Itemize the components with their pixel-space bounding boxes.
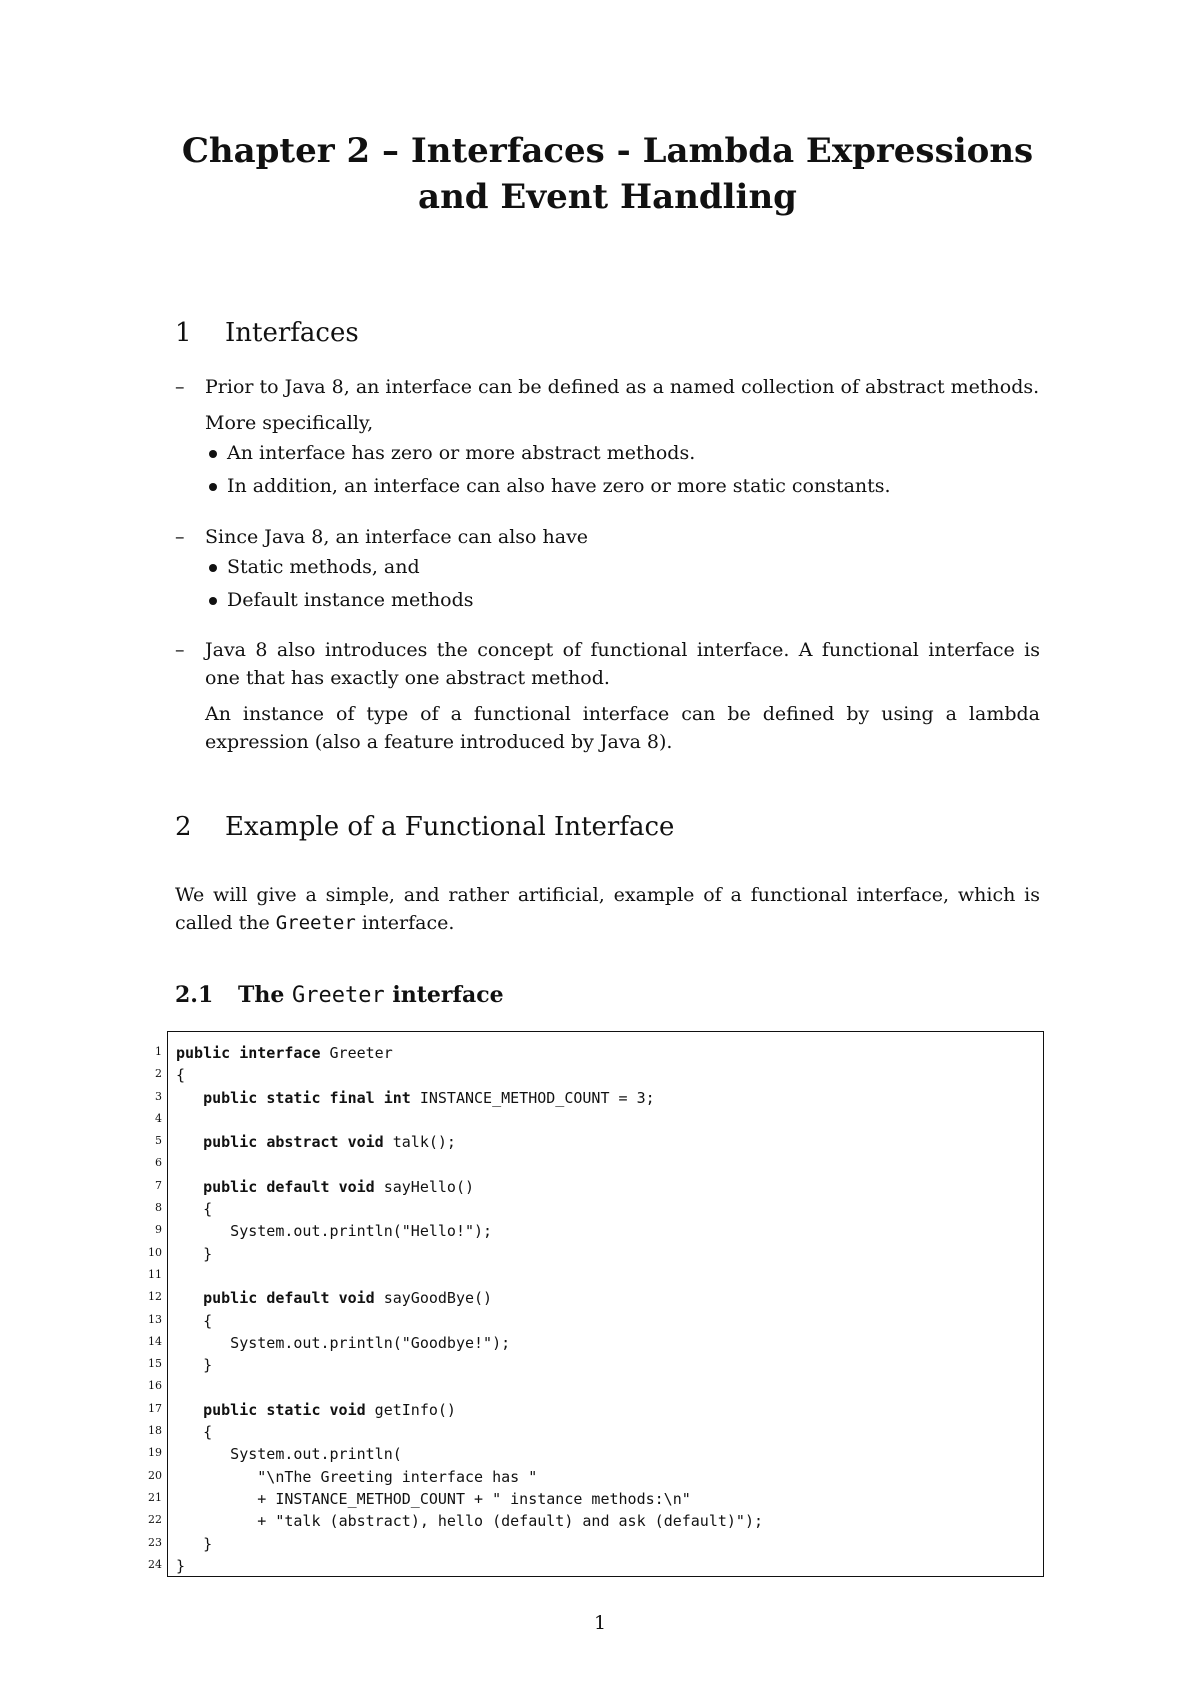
dash-marker: – bbox=[175, 639, 185, 661]
line-number: 17 bbox=[148, 1401, 162, 1415]
inline-code: Greeter bbox=[292, 983, 385, 1008]
bullet-text: Default instance methods bbox=[227, 589, 474, 611]
line-number: 4 bbox=[155, 1111, 162, 1125]
subsection-title: The bbox=[238, 982, 293, 1008]
line-number: 21 bbox=[148, 1490, 162, 1504]
paragraph: Prior to Java 8, an interface can be defined as a named collection of abstract methods. bbox=[205, 376, 1040, 398]
code-line: + INSTANCE_METHOD_COUNT + " instance methods:\n" bbox=[176, 1489, 691, 1508]
section-number: 1 bbox=[175, 318, 192, 348]
line-number: 3 bbox=[155, 1089, 162, 1103]
bullet-item bbox=[227, 584, 1040, 617]
bullet-item bbox=[227, 437, 1040, 470]
code-line: System.out.println("Hello!"); bbox=[176, 1222, 493, 1241]
line-number: 5 bbox=[155, 1134, 162, 1148]
paragraph: More specifically, bbox=[205, 412, 374, 434]
line-number: 14 bbox=[148, 1334, 162, 1348]
bullet-item bbox=[227, 551, 1040, 584]
line-number: 11 bbox=[148, 1267, 162, 1281]
code-listing bbox=[167, 1031, 1044, 1577]
bullet-item bbox=[227, 470, 1040, 503]
bullet-list bbox=[175, 551, 1040, 617]
code-line: { bbox=[176, 1066, 186, 1085]
paragraph: An instance of type of a functional interface can be defined by using a lambda expression (also a feature introduced by Java 8). bbox=[205, 703, 1040, 753]
subsection-heading bbox=[175, 982, 504, 1008]
page-number: 1 bbox=[593, 1612, 607, 1634]
code-line: } bbox=[176, 1356, 213, 1375]
bullet-icon bbox=[209, 483, 217, 491]
subsection-number: 2.1 bbox=[175, 982, 214, 1008]
dash-marker: – bbox=[175, 376, 185, 398]
intro-paragraph bbox=[175, 881, 1040, 937]
line-number: 8 bbox=[155, 1201, 162, 1215]
code-line: System.out.println("Goodbye!"); bbox=[176, 1333, 511, 1352]
section-number: 2 bbox=[175, 812, 192, 842]
inline-code: Greeter bbox=[275, 912, 356, 934]
section-1-heading bbox=[175, 318, 359, 348]
line-number: 2 bbox=[155, 1067, 162, 1081]
line-number: 22 bbox=[148, 1513, 162, 1527]
subsection-title: interface bbox=[384, 982, 504, 1008]
code-line: public static void getInfo() bbox=[203, 1400, 456, 1419]
code-line: public static final int INSTANCE_METHOD_COUNT = 3; bbox=[203, 1088, 655, 1107]
intro-text: interface. bbox=[355, 912, 455, 934]
line-number: 13 bbox=[148, 1312, 162, 1326]
line-number: 6 bbox=[155, 1156, 162, 1170]
code-line: + "talk (abstract), hello (default) and ask (default)"); bbox=[176, 1512, 764, 1531]
chapter-title: Chapter 2 – Interfaces - Lambda Expressions and Event Handling bbox=[181, 131, 1034, 217]
line-number: 19 bbox=[148, 1446, 162, 1460]
code-line: } bbox=[176, 1534, 213, 1553]
code-line: public abstract void talk(); bbox=[203, 1133, 456, 1152]
line-number: 9 bbox=[155, 1223, 162, 1237]
list-item bbox=[175, 523, 1040, 617]
section-title: Interfaces bbox=[225, 318, 359, 348]
paragraph: Since Java 8, an interface can also have bbox=[205, 526, 589, 548]
dash-marker: – bbox=[175, 526, 185, 548]
line-number: 18 bbox=[148, 1424, 162, 1438]
paragraph: Java 8 also introduces the concept of functional interface. A functional interface is one that has exactly one abstract method. bbox=[205, 639, 1040, 689]
code-line: { bbox=[176, 1311, 213, 1330]
bullet-text: An interface has zero or more abstract methods. bbox=[227, 442, 696, 464]
code-line: "\nThe Greeting interface has " bbox=[176, 1467, 538, 1486]
code-line bbox=[176, 1109, 763, 1131]
code-block bbox=[176, 1042, 763, 1577]
line-number: 10 bbox=[148, 1245, 162, 1259]
code-line bbox=[176, 1153, 763, 1175]
line-number: 23 bbox=[148, 1535, 162, 1549]
bullet-icon bbox=[209, 450, 217, 458]
code-line: public default void sayHello() bbox=[203, 1177, 475, 1196]
code-line: public interface Greeter bbox=[176, 1044, 393, 1062]
bullet-icon bbox=[209, 564, 217, 572]
line-number: 20 bbox=[148, 1468, 162, 1482]
code-line bbox=[176, 1265, 763, 1287]
line-number: 12 bbox=[148, 1290, 162, 1304]
bullet-text: In addition, an interface can also have zero or more static constants. bbox=[227, 475, 891, 497]
line-number: 16 bbox=[148, 1379, 162, 1393]
intro-text: We will give a simple, and rather artificial, example of a functional interface, which is called the bbox=[175, 884, 1040, 934]
bullet-text: Static methods, and bbox=[227, 556, 420, 578]
section-2-heading bbox=[175, 812, 674, 842]
code-line: } bbox=[176, 1244, 213, 1263]
code-line: { bbox=[176, 1200, 213, 1219]
line-number: 15 bbox=[148, 1357, 162, 1371]
list-item bbox=[175, 373, 1040, 503]
bullet-list bbox=[175, 437, 1040, 503]
code-line bbox=[176, 1376, 763, 1398]
section-title: Example of a Functional Interface bbox=[225, 812, 675, 842]
code-line: System.out.println( bbox=[176, 1445, 402, 1464]
line-number: 1 bbox=[155, 1045, 162, 1058]
bullet-icon bbox=[209, 597, 217, 605]
line-number: 24 bbox=[148, 1557, 162, 1571]
code-line-numbers bbox=[130, 1041, 162, 1576]
line-number: 7 bbox=[155, 1178, 162, 1192]
code-line: { bbox=[176, 1423, 213, 1442]
code-line: public default void sayGoodBye() bbox=[203, 1289, 493, 1308]
code-line: } bbox=[176, 1556, 186, 1575]
list-item bbox=[175, 636, 1040, 756]
